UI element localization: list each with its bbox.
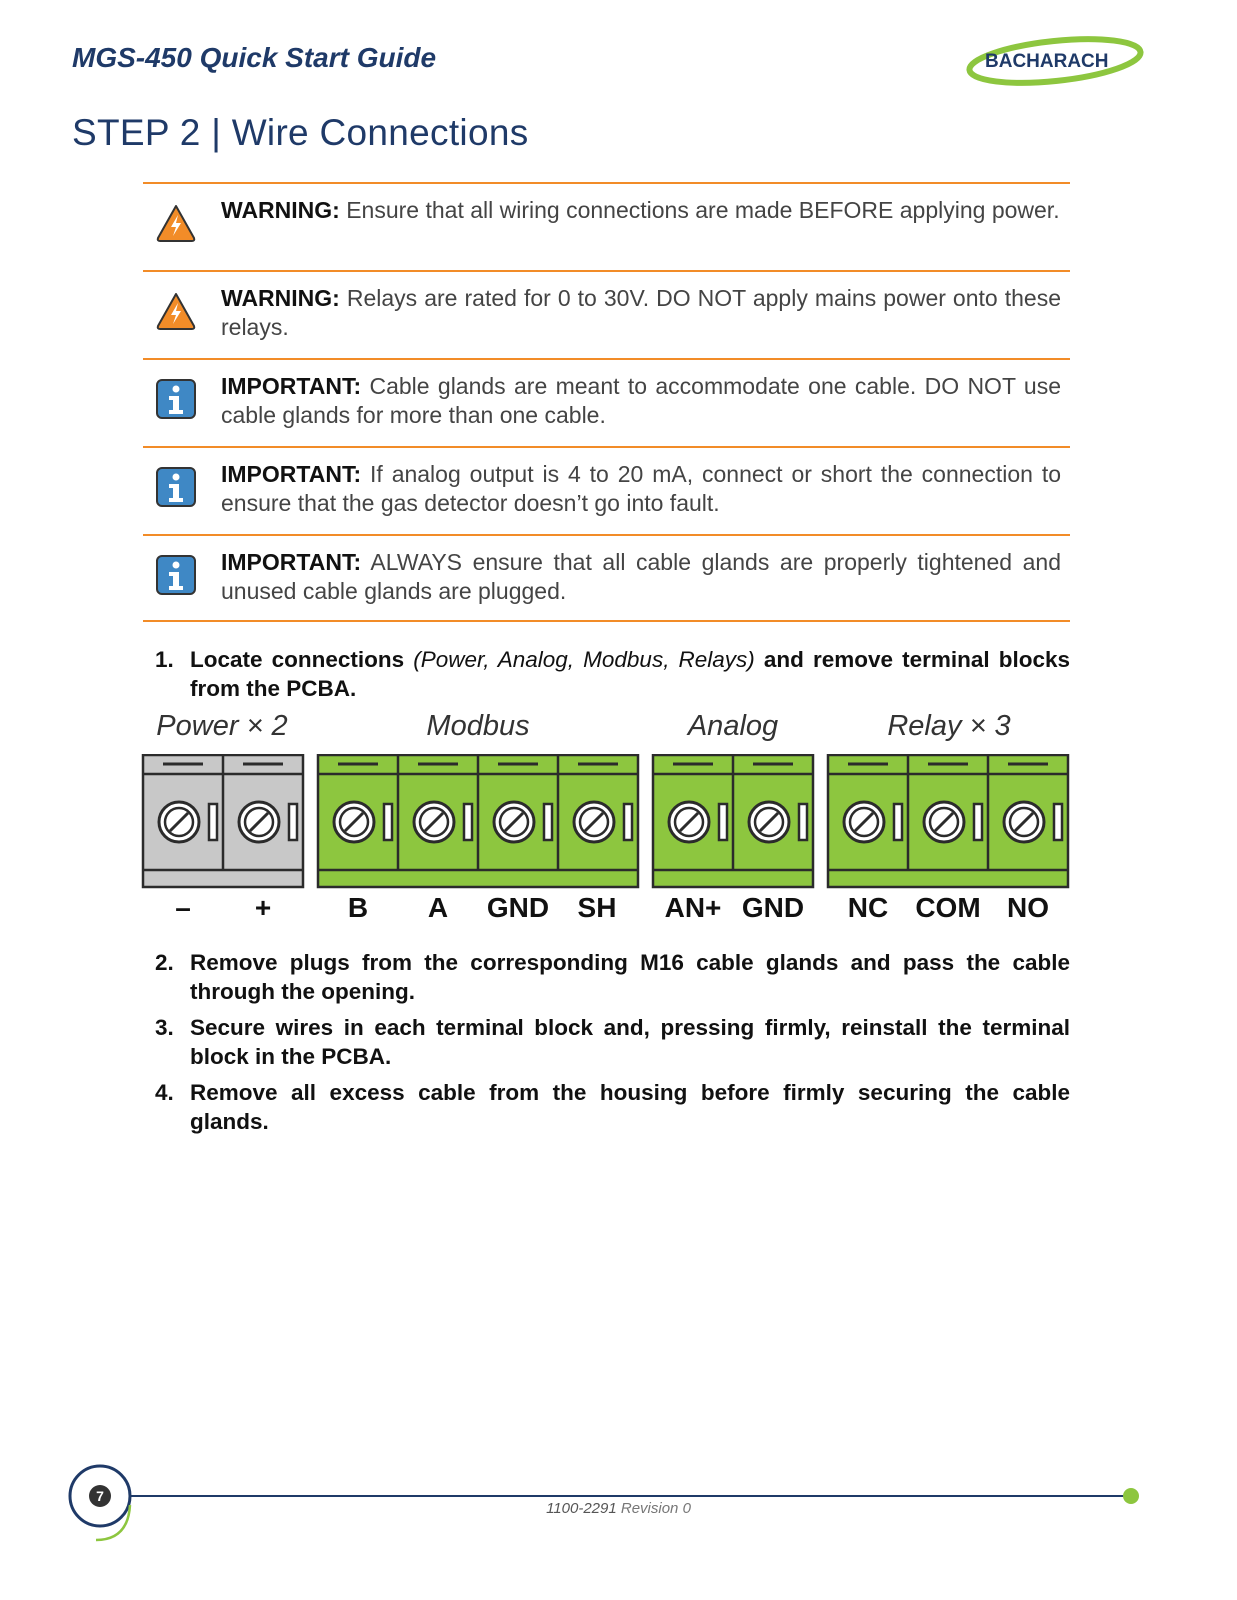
wire-entry xyxy=(624,804,632,840)
notice-item xyxy=(143,446,1070,534)
page-number: 7 xyxy=(89,1485,111,1507)
wire-entry xyxy=(799,804,807,840)
terminal-label: GND xyxy=(486,892,550,923)
warning-bolt-icon xyxy=(155,290,197,332)
terminal-label: – xyxy=(175,892,191,923)
wire-entry xyxy=(289,804,297,840)
step-list-part-2 xyxy=(143,948,1070,1143)
document-number: 1100-2291 Revision 0 xyxy=(546,1500,691,1517)
notice-item xyxy=(143,358,1070,446)
wire-entry xyxy=(894,804,902,840)
step-item: 1. Locate connections (Power, Analog, Modbus, Relays) and remove terminal blocks from the PCBA. xyxy=(155,647,1070,701)
terminal-label: + xyxy=(254,892,272,923)
document-title: MGS-450 Quick Start Guide xyxy=(72,42,437,73)
logo-text: BACHARACH xyxy=(985,51,1109,72)
notice-text: IMPORTANT: If analog output is 4 to 20 mA, connect or short the connection to ensure that the gas detector doesn’t go into fault. xyxy=(221,461,1061,516)
terminal-label: COM xyxy=(915,892,981,923)
wire-entry xyxy=(464,804,472,840)
caption-modbus: Modbus xyxy=(426,710,530,742)
wire-entry xyxy=(719,804,727,840)
caption-analog: Analog xyxy=(687,710,779,742)
terminal-label: A xyxy=(427,892,449,923)
terminal-label: B xyxy=(347,892,369,923)
info-icon xyxy=(155,466,197,508)
terminal-blocks xyxy=(140,754,1080,890)
bacharach-logo xyxy=(966,34,1144,86)
terminal-label: AN+ xyxy=(664,892,722,923)
caption-power: Power × 2 xyxy=(156,710,288,742)
step-item: 3. Secure wires in each terminal block and, pressing firmly, reinstall the terminal block in the PCBA. xyxy=(155,1015,1070,1069)
notice-text: WARNING: Ensure that all wiring connections are made BEFORE applying power. xyxy=(221,197,1060,223)
warning-bolt-icon xyxy=(155,202,197,244)
terminal-label: NO xyxy=(1007,892,1049,923)
wire-entry xyxy=(1054,804,1062,840)
wire-entry xyxy=(544,804,552,840)
notice-item xyxy=(143,270,1070,358)
notice-item xyxy=(143,182,1070,270)
notice-text: IMPORTANT: Cable glands are meant to accommodate one cable. DO NOT use cable glands for more than one cable. xyxy=(221,373,1061,428)
notice-item xyxy=(143,534,1070,622)
step-heading: STEP 2 | Wire Connections xyxy=(72,112,529,153)
wire-entry xyxy=(209,804,217,840)
info-icon xyxy=(155,378,197,420)
terminal-label: SH xyxy=(577,892,617,923)
notice-text: WARNING: Relays are rated for 0 to 30V. DO NOT apply mains power onto these relays. xyxy=(221,285,1061,340)
terminal-label: NC xyxy=(847,892,889,923)
wire-entry xyxy=(974,804,982,840)
notice-text: IMPORTANT: ALWAYS ensure that all cable glands are properly tightened and unused cable glands are plugged. xyxy=(221,549,1061,604)
step-item: 2. Remove plugs from the corresponding M16 cable glands and pass the cable through the opening. xyxy=(155,950,1070,1004)
step-item: 4. Remove all excess cable from the housing before firmly securing the cable glands. xyxy=(155,1080,1070,1134)
info-icon xyxy=(155,554,197,596)
step-list-part-1 xyxy=(143,645,1070,703)
caption-relay: Relay × 3 xyxy=(887,710,1011,742)
terminal-label: GND xyxy=(741,892,805,923)
terminal-block-diagram xyxy=(140,710,1080,930)
wire-entry xyxy=(384,804,392,840)
notice-list xyxy=(143,182,1070,622)
